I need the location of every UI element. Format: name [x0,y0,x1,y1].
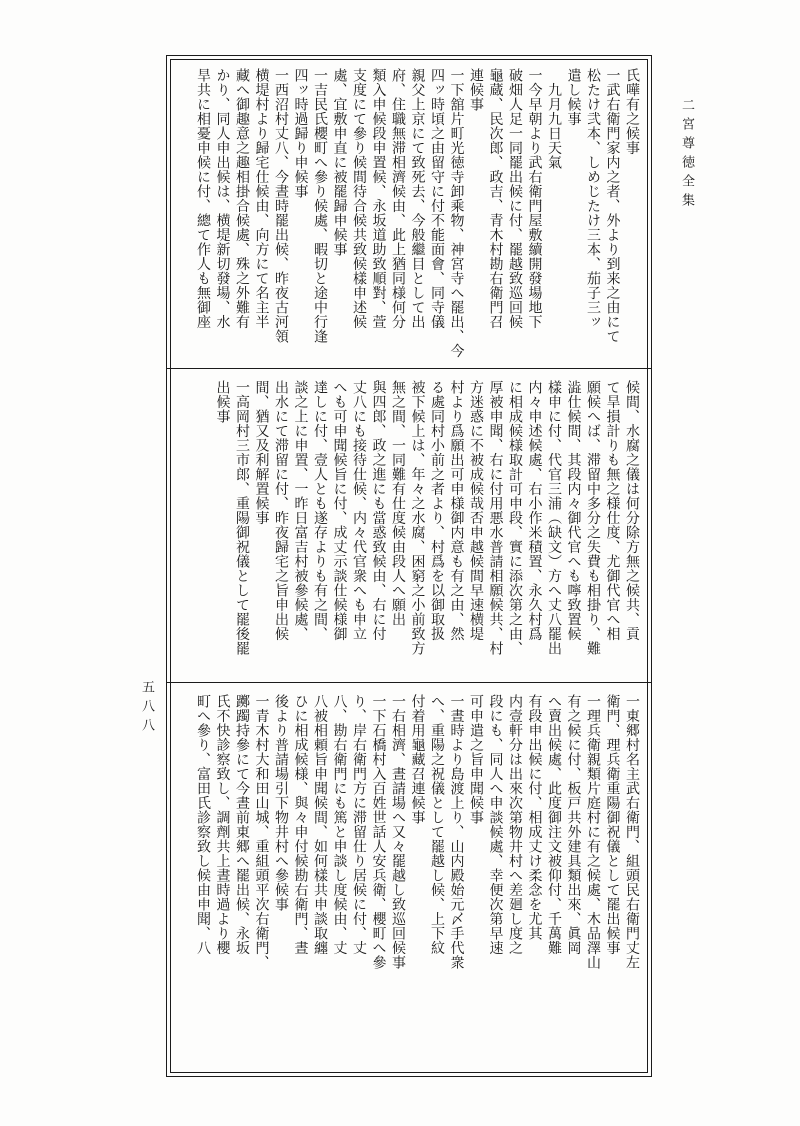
section-middle [167,368,651,682]
page-number: 五八八 [139,680,154,737]
section-bottom [167,682,651,1075]
section-top-text: 氏嘩有之候事 一武右衛門家内之者、外より到来之由にて 松たけ弐本、しめじたけ三本、茄子三ッ 遣し候事 九月九日天氣 一今早朝より武右衛門屋敷續開發場地下 破畑人足一同罷出候に付、罷越致巡回候 龜蔵、民次郎、政吉、青木村勘右衛門召 連候事 一下舘片町光徳寺卸乘物、神宮寺へ罷出、今 四ッ時頃之由留守に付不能面會、同寺儀 親父上京にて致死去、今般繼目として出 府、住職無滞相濟候由、此上猶同様何分 類入申候段申置候、永坂道助致順對、萱 支度にて參り候間待合候共致候樣申述候 處、宜敷申直に被罷歸申候事 一吉民氏櫻町へ參り候處、暇切と途中行逢 四ッ時過歸り申候事 一西沼村丈八、今晝時罷出候、昨夜古河領 横堤村より歸宅仕候由、向方にて名主半 藏へ御趣意之趣相掛合候處、殊之外難有 かり、同人申出候は、横堤新切發場、水 旱共に相憂申候に付、總て作人も無御座 [195,68,640,358]
book-title: 二宮尊徳全集 [679,98,694,212]
text-frame [166,55,652,1077]
section-top [167,56,651,368]
section-middle-text: 候間、水腐之儀は何分除方無之候共、貢 て旱損計りも無之様仕度、尤御代官へ相 願候へば、滞留中多分之失費も相掛り、難 澁仕候間、其段内々御代官へも嚀致置候 樣申に付、代官三浦（缺文）方へ丈八罷出 内々申述候處、右小作米積置、永久村爲 に相成候様取計可申段、實に添次第之由、 厚被申聞、右に付用悪水普請相願候共、村 方迷惑に不被成候哉否申越候間早速横堤 村より爲願出可申様御内意も有之由、然 る處同村小前之者より、村爲を以御取扱 被下候上は、年々之水腐、困窮之小前致方 無之間、一同難有仕度候由段人へ願出 與四郎、政之進にも當惑致候由、右に付 丈八にも接待仕候、内々代官衆へも申立 へも可申聞候旨に付、成丈示談仕候様御 達しに付、壹人とも遂存よりも有之間、 談之上に申置、一昨日富吉村被參候處、 出水にて滞留に付、昨夜歸宅之旨申出候 間、猶又及利解置候事 一高岡村三市郎、重陽御祝儀として罷後罷 出候事 [214,380,640,656]
section-bottom-text: 一東郷村名主武右衛門、組頭民右衛門丈左 衛門、理兵衛重陽御祝儀として罷出候事 一理兵衛親類片庭村に有之候處、木品澤山 有之候に付、板戸共外建具類出來、眞岡 へ賣出候處、此度御注文被仰付、千萬難 有段申出候に付、相成丈け柔念を尤其 内壹軒分は出來次第物井村へ差廻し度之 段にも、同人へ申談候處、幸便次第早速 可申遣之旨申聞候事 一晝時より島渡上り、山内殿始元〆手代衆 へ、重陽之祝儀として罷越し候、上下紋 付着用龜藏召連候事 一右相濟、晝請場へ又々罷越し致巡回候事 一下石橋村入百姓世話人安兵衛、櫻町へ參 り、岸右衛門方に滞留仕り居候に付、丈 八、勘右衛門にも篤と申談し度候由、丈 八被相頼旨申聞候間、如何樣共申談取纏 ひに相成候様、與々申付候勘右衛門、晝 後より普請場引下物井村へ參候事 一青木村大和田山城、重組頭平次右衛門、 躑躅持參にて今晝前東郷へ罷出候、永坂 氏不快診察致し、調劑共上晝時過より櫻 町へ參り、富田氏診察致し候由申聞、八 [195,694,640,970]
